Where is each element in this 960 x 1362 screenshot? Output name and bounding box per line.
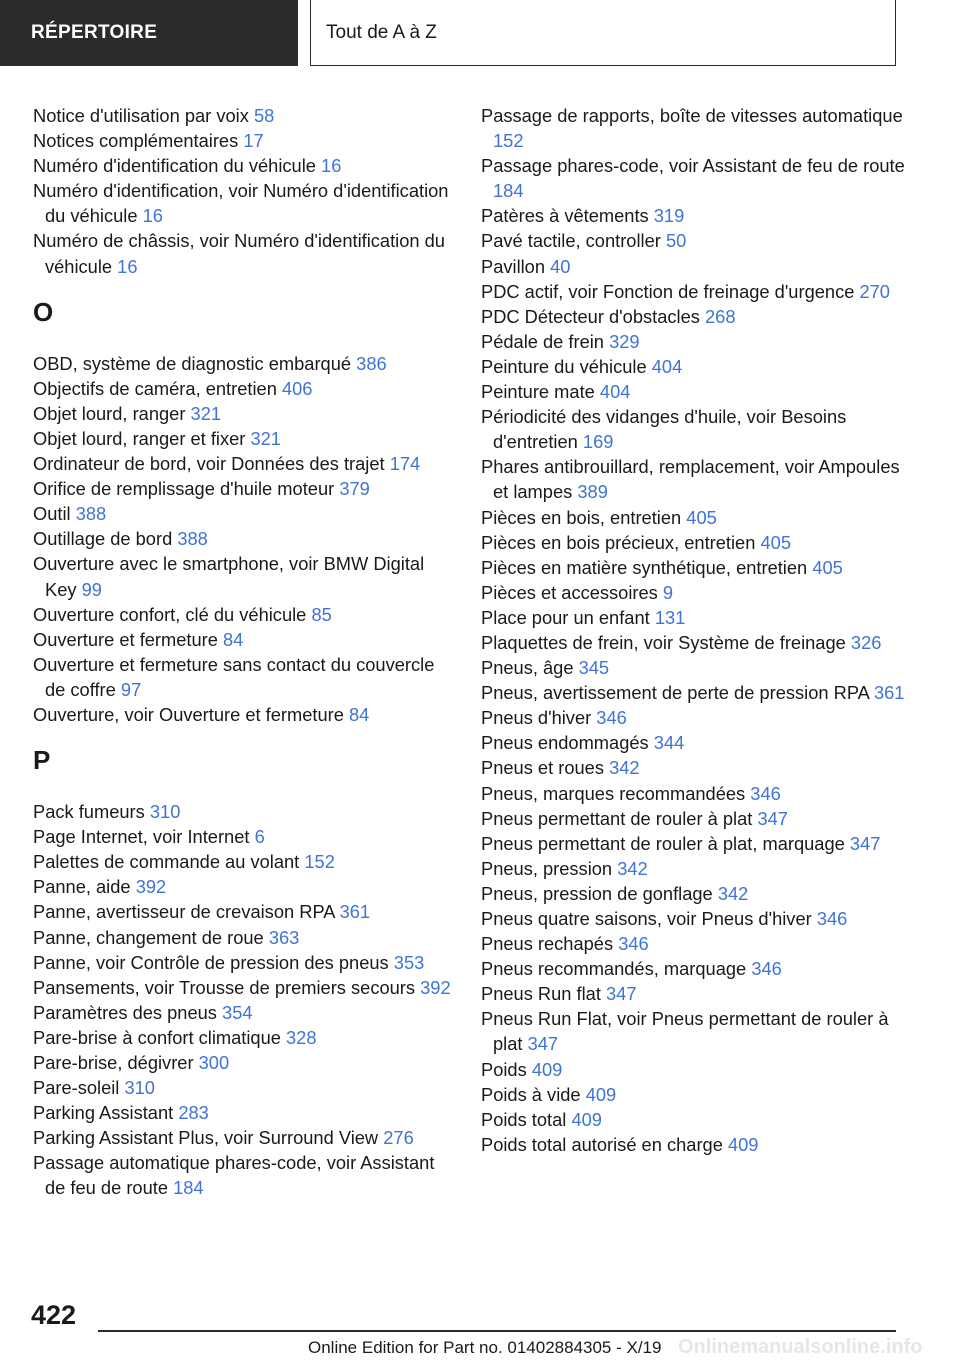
index-entry-text: Page Internet, voir Internet [33, 826, 250, 848]
index-entry [481, 329, 911, 354]
index-entry-text: Pneus, avertissement de perte de pression RPA [481, 682, 869, 704]
index-entry [33, 1075, 453, 1100]
index-entry [33, 401, 453, 426]
index-entry-text: Périodicité des vidanges d'huile, voir Besoins d'entretien [481, 406, 847, 453]
index-entry-text: Pare-brise, dégivrer [33, 1052, 194, 1073]
index-entry-text: Pneus quatre saisons, voir Pneus d'hiver [481, 908, 812, 929]
index-entry-text: Panne, changement de roue [33, 926, 264, 948]
index-entry-text: Pneus et roues [481, 757, 604, 779]
index-entry-text: OBD, système de diagnostic embarqué [33, 352, 352, 374]
index-entry-text: Passage automatique phares-code, voir Assistant de feu de route [33, 1152, 435, 1199]
index-entry [33, 1100, 453, 1125]
page-reference-link[interactable]: 342 [609, 757, 640, 779]
index-entry [33, 702, 453, 727]
index-entry-text: Objectifs de caméra, entretien [33, 377, 277, 399]
index-entry-text: Numéro d'identification du véhicule [33, 155, 316, 177]
index-entry [481, 831, 911, 856]
page-reference-link[interactable]: 409 [571, 1108, 602, 1130]
index-entry [481, 705, 911, 730]
page-reference-link[interactable]: 276 [383, 1127, 414, 1149]
index-entry [33, 627, 453, 652]
page-reference-link[interactable]: 321 [190, 402, 222, 424]
index-letter-heading: O [33, 296, 54, 327]
page-reference-link[interactable]: 342 [717, 882, 749, 904]
index-entry-text: Numéro de châssis, voir Numéro d'identification du véhicule [33, 230, 445, 277]
index-entry [33, 376, 453, 401]
index-entry [33, 476, 453, 501]
index-entry-text: Passage de rapports, boîte de vitesses automatique [481, 105, 903, 126]
index-entry [33, 824, 453, 849]
page-reference-link[interactable]: 152 [304, 851, 335, 873]
index-entry [481, 203, 911, 228]
index-entry-text: Panne, aide [33, 876, 131, 898]
index-entry [481, 630, 911, 655]
index-entry-text: Pneus, âge [481, 657, 574, 679]
page-reference-link[interactable]: 361 [873, 682, 905, 704]
index-entry [481, 103, 911, 153]
index-entry-text: Pavé tactile, controller [481, 230, 661, 252]
index-entry [33, 103, 453, 128]
page-reference-link[interactable]: 184 [173, 1177, 204, 1199]
index-entry [481, 505, 911, 530]
index-entry-text: Patères à vêtements [481, 205, 649, 227]
index-entry-text: Pièces en bois, entretien [481, 506, 682, 528]
index-entry-text: Pack fumeurs [33, 801, 145, 823]
page-reference-link[interactable]: 84 [349, 703, 370, 725]
index-entry [481, 254, 911, 279]
page-reference-link[interactable]: 16 [117, 255, 138, 277]
page-reference-link[interactable]: 388 [177, 528, 208, 550]
index-entry-text: Palettes de commande au volant [33, 851, 300, 873]
page-reference-link[interactable]: 346 [751, 958, 782, 980]
page-reference-link[interactable]: 40 [550, 255, 571, 277]
page-reference-link[interactable]: 347 [757, 807, 788, 829]
page-reference-link[interactable]: 347 [527, 1033, 559, 1055]
index-entry [481, 856, 911, 881]
page-reference-link[interactable]: 50 [665, 230, 687, 252]
page-header [0, 0, 960, 66]
index-entry [481, 680, 911, 705]
page-number: 422 [31, 1300, 77, 1330]
index-entry-text: Outil [33, 503, 71, 525]
index-entry-text: Pneus permettant de rouler à plat, marquage [481, 832, 845, 854]
index-entry [33, 501, 453, 526]
page-reference-link[interactable]: 342 [617, 857, 648, 879]
index-entry-text: Ouverture confort, clé du véhicule [33, 603, 307, 625]
page-reference-link[interactable]: 346 [816, 908, 848, 929]
index-entry [33, 799, 453, 824]
page-reference-link[interactable]: 405 [686, 506, 717, 528]
index-entry-text: Passage phares-code, voir Assistant de feu de route [481, 155, 905, 177]
index-entry [481, 781, 911, 806]
index-entry-text: Poids total [481, 1108, 567, 1130]
index-entry [481, 580, 911, 605]
page-reference-link[interactable]: 152 [493, 130, 524, 152]
page-reference-link[interactable]: 346 [750, 782, 781, 804]
page-reference-link[interactable]: 16 [142, 205, 163, 227]
index-entry-text: Objet lourd, ranger et fixer [33, 427, 246, 449]
page-reference-link[interactable]: 283 [178, 1102, 209, 1124]
index-entry [33, 849, 453, 874]
index-entry [481, 931, 911, 956]
page-reference-link[interactable]: 329 [609, 330, 640, 352]
page-reference-link[interactable]: 17 [243, 130, 264, 152]
index-entry-text: Peinture du véhicule [481, 355, 647, 377]
index-entry-text: Pneus recommandés, marquage [481, 958, 747, 980]
page-reference-link[interactable]: 409 [531, 1058, 563, 1080]
index-entry [481, 730, 911, 755]
index-entry [33, 178, 453, 228]
page-reference-link[interactable]: 184 [493, 180, 524, 202]
index-entry [33, 526, 453, 551]
index-entry-text: Pneus, pression [481, 857, 613, 879]
index-entry [481, 655, 911, 680]
page-reference-link[interactable]: 174 [389, 453, 421, 475]
page-reference-link[interactable]: 99 [81, 578, 102, 600]
page-reference-link[interactable]: 346 [596, 707, 627, 729]
index-entry [33, 128, 453, 153]
index-entry [481, 279, 911, 304]
index-entry [33, 1000, 453, 1025]
index-entry-text: PDC Détecteur d'obstacles [481, 305, 700, 327]
index-entry [33, 1050, 453, 1075]
page-reference-link[interactable]: 85 [311, 603, 332, 625]
index-entry-text: Pièces et accessoires [481, 581, 658, 603]
page-reference-link[interactable]: 406 [281, 377, 313, 399]
page-reference-link[interactable]: 326 [850, 631, 882, 653]
index-entry-text: Pare-brise à confort climatique [33, 1026, 281, 1048]
index-entry-text: Ouverture et fermeture [33, 628, 218, 650]
page-reference-link[interactable]: 344 [653, 732, 685, 754]
index-entry-text: Pare-soleil [33, 1077, 120, 1099]
index-entry [481, 755, 911, 780]
section-tab: RÉPERTOIRE [0, 0, 298, 66]
index-entry [481, 1057, 911, 1082]
site-watermark: Onlinemanualsonline.info [678, 1336, 923, 1358]
page-reference-link[interactable]: 389 [577, 481, 608, 503]
page-reference-link[interactable]: 392 [135, 876, 167, 898]
index-entry [481, 228, 911, 253]
index-entry-text: Outillage de bord [33, 528, 173, 550]
index-column-right [481, 103, 911, 1157]
index-entry [33, 899, 453, 924]
page-reference-link[interactable]: 169 [582, 431, 614, 453]
page-reference-link[interactable]: 310 [124, 1077, 155, 1099]
page-reference-link[interactable]: 353 [393, 951, 425, 973]
page-reference-link[interactable]: 16 [321, 155, 342, 177]
page-reference-link[interactable]: 386 [356, 352, 387, 374]
page-reference-link[interactable]: 58 [253, 105, 275, 126]
index-entry [33, 602, 453, 627]
edition-note: Online Edition for Part no. 01402884305 - X/19 [308, 1338, 662, 1357]
index-entry [481, 881, 911, 906]
page-reference-link[interactable]: 6 [254, 826, 265, 848]
index-entry-text: Pneus d'hiver [481, 707, 592, 729]
page-reference-link[interactable]: 347 [849, 832, 881, 854]
index-entry [481, 530, 911, 555]
page-reference-link[interactable]: 9 [662, 581, 674, 603]
index-entry [33, 874, 453, 899]
index-entry-text: Plaquettes de frein, voir Système de freinage [481, 631, 846, 653]
index-entry-text: Poids total autorisé en charge [481, 1133, 723, 1155]
index-entry [481, 605, 911, 630]
index-entry-text: Pneus, pression de gonflage [481, 882, 713, 904]
index-entry-text: Pneus Run Flat, voir Pneus permettant de rouler à plat [481, 1008, 889, 1055]
index-entry-text: Ordinateur de bord, voir Données des trajet [33, 453, 385, 475]
index-entry-text: Place pour un enfant [481, 606, 650, 628]
index-entry [33, 1025, 453, 1050]
footer-divider [98, 1330, 896, 1332]
page-reference-link[interactable]: 388 [75, 503, 107, 525]
index-entry [481, 1006, 911, 1056]
index-entry [481, 806, 911, 831]
index-entry [481, 956, 911, 981]
page-reference-link[interactable]: 405 [760, 531, 791, 553]
index-entry-text: Panne, avertisseur de crevaison RPA [33, 901, 335, 923]
index-entry-text: Notice d'utilisation par voix [33, 105, 249, 126]
index-entry [33, 451, 453, 476]
index-entry-text: Pièces en bois précieux, entretien [481, 531, 756, 553]
index-entry-text: Ouverture avec le smartphone, voir BMW Digital Key [33, 553, 425, 600]
page-reference-link[interactable]: 268 [705, 305, 736, 327]
page-reference-link[interactable]: 347 [606, 983, 637, 1005]
page-reference-link[interactable]: 361 [339, 901, 371, 923]
index-entry-text: PDC actif, voir Fonction de freinage d'urgence [481, 280, 855, 302]
index-entry [481, 1107, 911, 1132]
index-entry-text: Pansements, voir Trousse de premiers secours [33, 976, 416, 998]
index-entry [33, 975, 453, 1000]
index-entry-text: Panne, voir Contrôle de pression des pneus [33, 951, 389, 973]
index-entry-text: Poids à vide [481, 1083, 581, 1105]
page-reference-link[interactable]: 321 [250, 427, 281, 449]
index-entry [481, 304, 911, 329]
page-reference-link[interactable]: 379 [339, 478, 370, 500]
page-reference-link[interactable]: 404 [599, 381, 631, 403]
index-entry-text: Pneus rechapés [481, 933, 614, 955]
page-reference-link[interactable]: 300 [198, 1052, 230, 1073]
index-entry-text: Ouverture et fermeture sans contact du couvercle de coffre [33, 653, 435, 700]
index-entry-text: Pédale de frein [481, 330, 604, 352]
index-entry-text: Numéro d'identification, voir Numéro d'identification du véhicule [33, 180, 449, 227]
index-entry [33, 228, 453, 278]
index-entry-text: Pavillon [481, 255, 546, 277]
index-entry-text: Orifice de remplissage d'huile moteur [33, 478, 335, 500]
index-entry [481, 1082, 911, 1107]
index-entry-text: Pneus Run flat [481, 983, 601, 1005]
index-entry-text: Notices complémentaires [33, 130, 239, 152]
index-entry [481, 555, 911, 580]
index-entry [33, 426, 453, 451]
index-entry [481, 454, 911, 504]
page-reference-link[interactable]: 131 [654, 606, 686, 628]
index-entry-text: Parking Assistant [33, 1102, 174, 1124]
index-entry [33, 925, 453, 950]
page-reference-link[interactable]: 270 [859, 280, 890, 302]
index-column-left [33, 103, 453, 1201]
index-entry-text: Pneus permettant de rouler à plat [481, 807, 753, 829]
index-entry [33, 1125, 453, 1150]
index-entry [33, 351, 453, 376]
page-reference-link[interactable]: 97 [120, 678, 142, 700]
index-entry [481, 906, 911, 931]
index-entry [481, 354, 911, 379]
index-entry-text: Ouverture, voir Ouverture et fermeture [33, 703, 344, 725]
page-reference-link[interactable]: 346 [618, 933, 649, 955]
index-entry [33, 153, 453, 178]
index-entry-text: Parking Assistant Plus, voir Surround View [33, 1127, 379, 1149]
index-entry-text: Pièces en matière synthétique, entretien [481, 556, 808, 578]
chapter-title: Tout de A à Z [310, 0, 896, 66]
page-reference-link[interactable]: 354 [222, 1001, 253, 1023]
index-entry [33, 551, 453, 601]
index-entry-text: Pneus, marques recommandées [481, 782, 746, 804]
index-entry [481, 1132, 911, 1157]
index-entry-text: Peinture mate [481, 381, 595, 403]
page-reference-link[interactable]: 392 [420, 976, 451, 998]
page-reference-link[interactable]: 84 [223, 628, 244, 650]
index-entry-text: Phares antibrouillard, remplacement, voir Ampoules et lampes [481, 456, 900, 503]
index-entry-text: Paramètres des pneus [33, 1001, 217, 1023]
page-reference-link[interactable]: 363 [268, 926, 300, 948]
index-entry-text: Poids [481, 1058, 527, 1080]
page-reference-link[interactable]: 404 [651, 355, 683, 377]
index-entry [33, 950, 453, 975]
page-reference-link[interactable]: 345 [578, 657, 610, 679]
page-reference-link[interactable]: 328 [286, 1026, 317, 1048]
index-entry [481, 981, 911, 1006]
index-entry [481, 404, 911, 454]
index-entry-text: Pneus endommagés [481, 732, 649, 754]
index-entry [481, 379, 911, 404]
page-reference-link[interactable]: 409 [727, 1133, 759, 1155]
index-letter-heading: P [33, 745, 51, 776]
page-reference-link[interactable]: 409 [585, 1083, 617, 1105]
index-entry [33, 1150, 453, 1200]
page-reference-link[interactable]: 405 [812, 556, 843, 578]
index-entry-text: Objet lourd, ranger [33, 402, 186, 424]
page-reference-link[interactable]: 319 [653, 205, 685, 227]
index-entry [481, 153, 911, 203]
page-reference-link[interactable]: 310 [149, 801, 181, 823]
index-entry [33, 652, 453, 702]
